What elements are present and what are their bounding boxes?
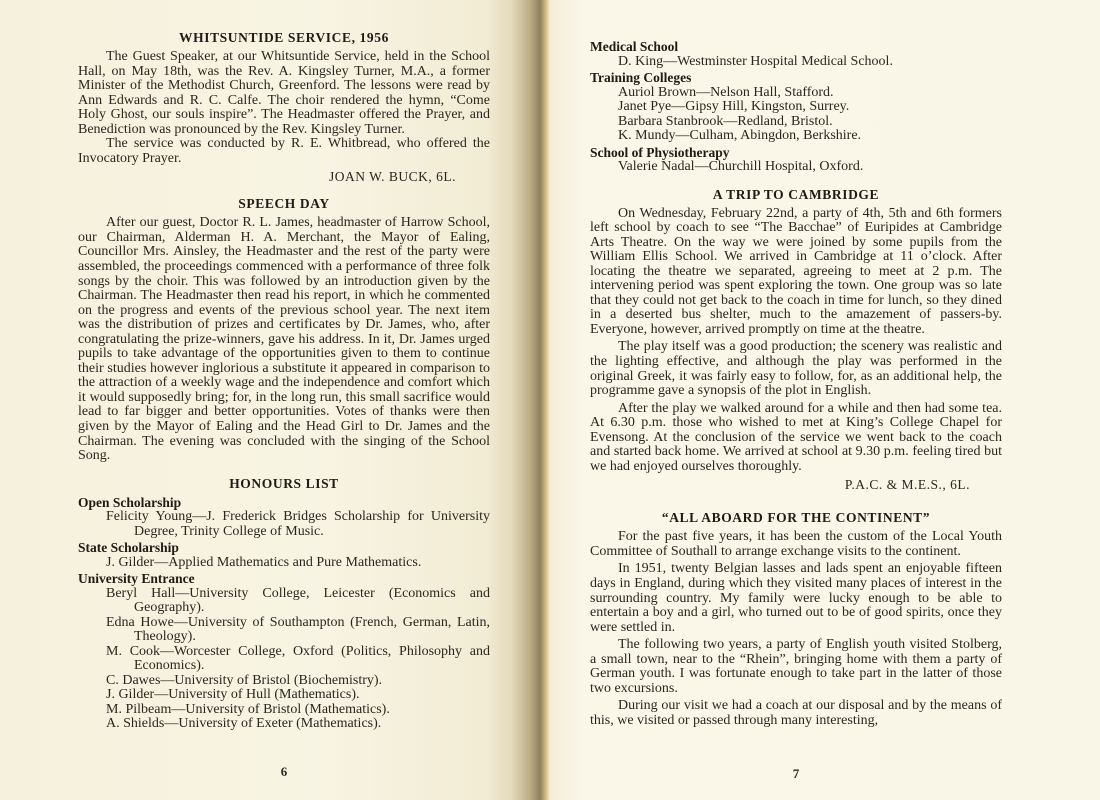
whitsuntide-article — [78, 30, 490, 184]
left-page-column — [78, 30, 490, 732]
right-page — [550, 0, 1100, 800]
honours-category: Training Colleges — [590, 70, 692, 85]
book-spine-gutter — [528, 0, 550, 800]
whitsuntide-paragraph: The Guest Speaker, at our Whitsuntide Service, held in the School Hall, on May 18th, was the Rev. A. Kingsley Turner, M.A., a former Minister of the Methodist Church, Greenford. The lessons were read by Ann Edwards and R. C. Calfe. The choir rendered the hymn, “Come Holy Ghost, our souls inspire”. The Headmaster offered the Prayer, and Benediction was pronounced by the Rev. Kingsley Turner. — [78, 49, 490, 137]
honours-entry: Beryl Hall—University College, Leicester (Economics and Geography). — [106, 585, 490, 616]
honours-entry: Edna Howe—University of Southampton (French, German, Latin, Theology). — [106, 614, 490, 645]
cambridge-paragraph: After the play we walked around for a while and then had some tea. At 6.30 p.m. those who wished to met at King’s College Chapel for Evensong. At the conclusion of the service we went back to the coach and started back home. We arrived at school at 9.30 p.m. feeling tired but we had enjoyed ourselves thoroughly. — [590, 400, 1002, 474]
continent-paragraph: The following two years, a party of English youth visited Stolberg, a small town, near to the “Rhein”, bringing home with them a party of German youth. I was fortunate enough to take part in the latter of those two excursions. — [590, 637, 1002, 696]
page-number-left: 6 — [280, 764, 288, 779]
cambridge-article — [590, 187, 1002, 493]
honours-entry: M. Pilbeam—University of Bristol (Mathematics). — [106, 701, 390, 717]
speech-day-paragraph: After our guest, Doctor R. L. James, headmaster of Harrow School, our Chairman, Alderman H. A. Merchant, the Mayor of Ealing, Councillor Mrs. Ainsley, the Headmaster and the rest of the party were assembled, the proceedings commenced with a performance of three folk songs by the choir. This was followed by an introduction given by the Chairman. The Headmaster then read his report, in which he commented on the progress and events of the previous school year. The next item was the distribution of prizes and certificates by Dr. James, who, after congratulating the prize-winners, gave his address. In it, Dr. James urged pupils to take advantage of the opportunities given to them to continue their studies however inglorious a substitute it appeared in comparison to the attraction of a weekly wage and the independence and comfort which it would supposedly bring; for, in the long run, this small sacrifice would lead to far bigger and better opportunities. Votes of thanks were then given by the Mayor of Ealing and the Head Girl to Dr. James and the Chairman. The evening was concluded with the singing of the School Song. — [78, 215, 490, 464]
honours-entry: A. Shields—University of Exeter (Mathematics). — [106, 716, 382, 732]
honours-entry: K. Mundy—Culham, Abingdon, Berkshire. — [618, 128, 862, 143]
continent-article — [590, 510, 1002, 728]
honours-entry: J. Gilder—Applied Mathematics and Pure Mathematics. — [106, 554, 422, 570]
honours-entry: D. King—Westminster Hospital Medical School. — [618, 53, 893, 69]
right-page-column — [590, 38, 1002, 728]
honours-category: Medical School — [590, 39, 679, 54]
honours-entry: M. Cook—Worcester College, Oxford (Politics, Philosophy and Economics). — [106, 643, 490, 674]
honours-category: University Entrance — [78, 571, 195, 587]
whitsuntide-title: WHITSUNTIDE SERVICE, 1956 — [179, 30, 389, 45]
speech-day-article — [78, 196, 490, 463]
honours-entry: Janet Pye—Gipsy Hill, Kingston, Surrey. — [618, 99, 850, 114]
honours-category: State Scholarship — [78, 540, 179, 556]
honours-entry: Valerie Nadal—Churchill Hospital, Oxford. — [618, 159, 864, 174]
honours-title: HONOURS LIST — [229, 475, 339, 491]
whitsuntide-paragraph: The service was conducted by R. E. Whitbread, who offered the Invocatory Prayer. — [78, 136, 490, 166]
honours-entry: C. Dawes—University of Bristol (Biochemistry). — [106, 672, 383, 688]
continent-paragraph: In 1951, twenty Belgian lasses and lads spent an enjoyable fifteen days in England, during which they visited many places of interest in the surrounding country. My family were lucky enough to be able to entertain a boy and a girl, who turned out to be of good spirits, once they were settled in. — [590, 561, 1002, 635]
honours-entry: Auriol Brown—Nelson Hall, Stafford. — [618, 84, 834, 100]
honours-entry: Felicity Young—J. Frederick Bridges Scholarship for University Degree, Trinity College of Music. — [106, 509, 490, 539]
honours-category: Open Scholarship — [78, 494, 182, 510]
continent-title: “ALL ABOARD FOR THE CONTINENT” — [661, 510, 931, 526]
honours-list-continued — [590, 40, 1002, 175]
speech-day-title: SPEECH DAY — [238, 196, 330, 212]
left-page — [0, 0, 528, 800]
continent-paragraph: For the past five years, it has been the custom of the Local Youth Committee of Southall to arrange exchange visits to the continent. — [590, 529, 1002, 559]
whitsuntide-signature: JOAN W. BUCK, 6L. — [328, 169, 456, 185]
cambridge-title: A TRIP TO CAMBRIDGE — [712, 186, 880, 202]
cambridge-signature: P.A.C. & M.E.S., 6L. — [844, 477, 970, 493]
honours-entry: Barbara Stanbrook—Redland, Bristol. — [618, 113, 833, 129]
honours-list — [78, 476, 490, 732]
honours-category: School of Physiotherapy — [590, 144, 730, 160]
cambridge-paragraph: On Wednesday, February 22nd, a party of 4th, 5th and 6th formers left school by coach to see “The Bacchae” of Euripides at Cambridge Arts Theatre. On the way we were joined by some pupils from the William Ellis School. We arrived in Cambridge at 11 o’clock. After locating the theatre we separated, agreeing to meet at 2 p.m. The intervening period was spent exploring the town. One group was so late that they could not get back to the coach in time for lunch, so they dined in a deserted bus shelter, much to the amazement of passers-by. Everyone, however, arrived promptly on time at the theatre. — [590, 205, 1002, 337]
page-number-right: 7 — [792, 766, 800, 781]
honours-entry: J. Gilder—University of Hull (Mathematics). — [106, 687, 360, 703]
cambridge-paragraph: The play itself was a good production; the scenery was realistic and the lighting effective, and although the play was performed in the original Greek, it was fairly easy to follow, for, as an additional help, the programme gave a synopsis of the plot in English. — [590, 339, 1002, 399]
continent-paragraph: During our visit we had a coach at our disposal and by the means of this, we visited or passed through many interesting, — [590, 698, 1002, 728]
